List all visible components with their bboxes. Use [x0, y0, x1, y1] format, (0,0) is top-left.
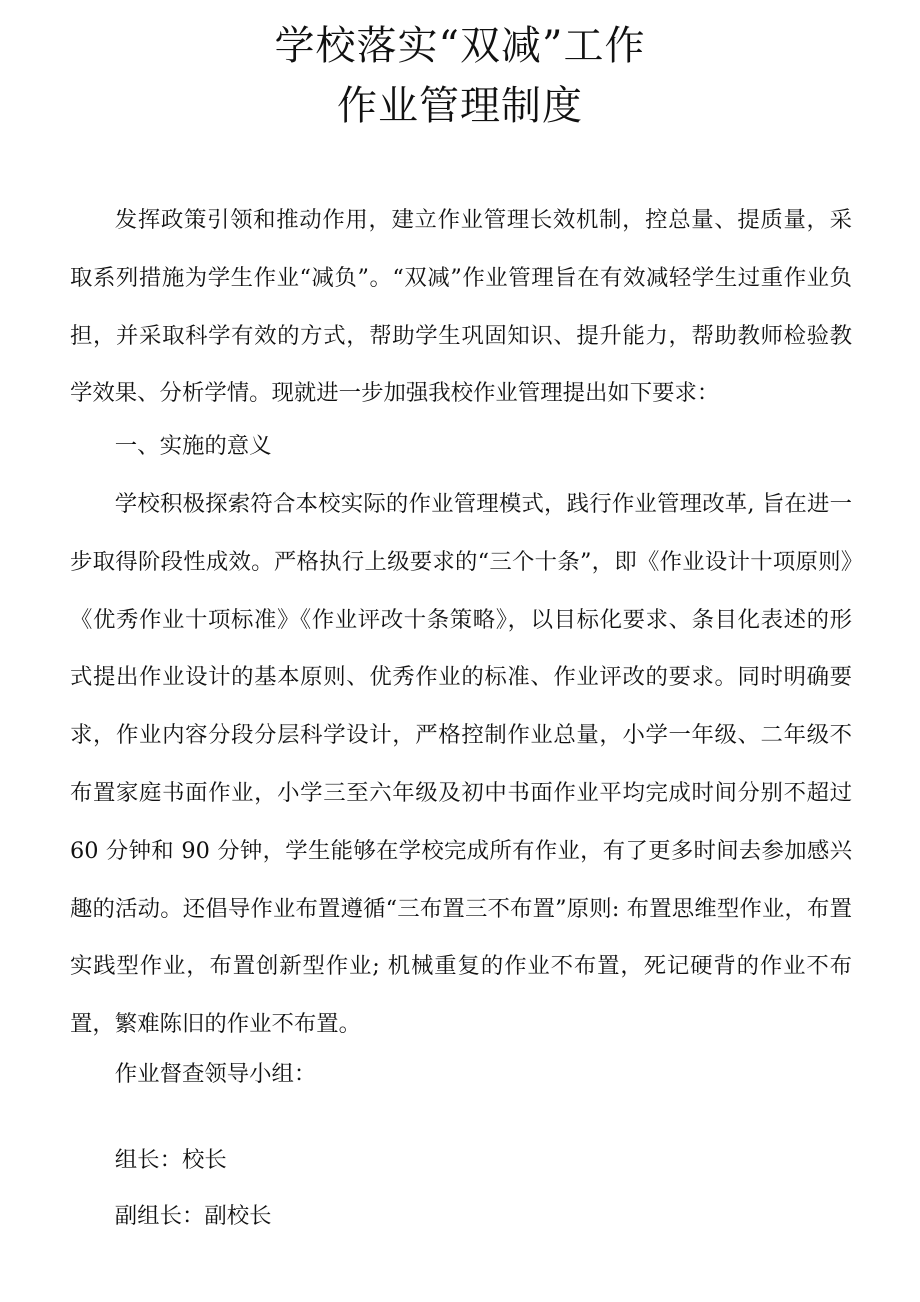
intro-paragraph: 发挥政策引领和推动作用，建立作业管理长效机制，控总量、提质量，采取系列措施为学生作业“减负”。“双减”作业管理旨在有效减轻学生过重作业负担，并采取科学有效的方式，帮助学生巩固知识、提升能力，帮助教师检验教学效果、分析学情。现就进一步加强我校作业管理提出如下要求：	[70, 207, 852, 407]
team-deputy-leader-line: 副组长：副校长	[114, 1203, 272, 1229]
document-title-line-2: 作业管理制度	[337, 83, 583, 129]
significance-paragraph: 学校积极探索符合本校实际的作业管理模式，践行作业管理改革, 旨在进一步取得阶段性成效。严格执行上级要求的“三个十条”，即《作业设计十项原则》《优秀作业十项标准》《作业评改十条策略》，以目标化要求、条目化表述的形式提出作业设计的基本原则、优秀作业的标准、作业评改的要求。同时明确要求，作业内容分段分层科学设计，严格控制作业总量，小学一年级、二年级不布置家庭书面作业，小学三至六年级及初中书面作业平均完成时间分别不超过 60 分钟和 90 分钟，学生能够在学校完成所有作业，有了更多时间去参加感兴趣的活动。还倡导作业布置遵循“三布置三不布置”原则: 布置思维型作业，布置实践型作业，布置创新型作业; 机械重复的作业不布置，死记硬背的作业不布置，繁难陈旧的作业不布置。	[70, 491, 852, 1038]
team-leader-line: 组长：校长	[114, 1147, 227, 1173]
document-title-line-1: 学校落实“双减”工作	[274, 23, 646, 69]
section-heading-significance: 一、实施的意义	[114, 433, 272, 459]
supervision-team-heading: 作业督查领导小组：	[114, 1061, 317, 1087]
